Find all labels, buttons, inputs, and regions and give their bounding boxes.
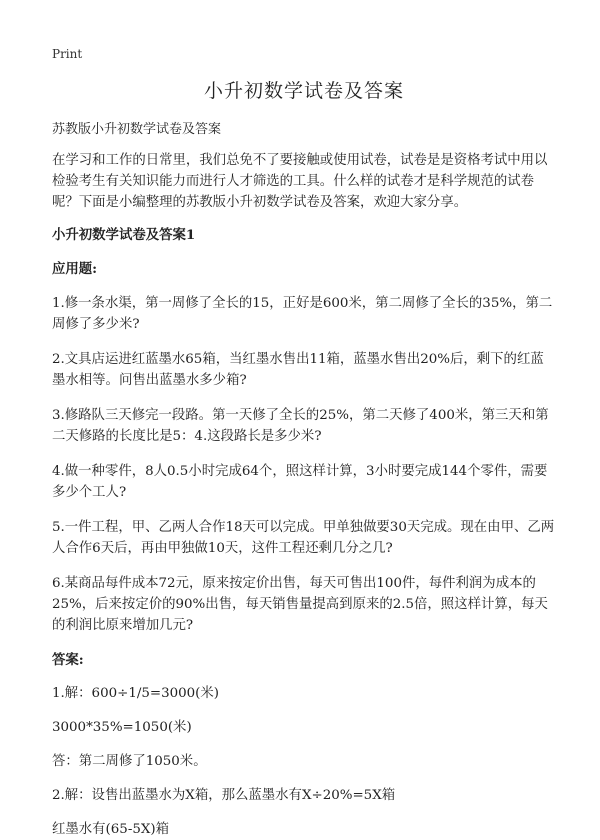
intro-paragraph: 在学习和工作的日常里，我们总免不了要接触或使用试卷，试卷是是资格考试中用以检验考生有关知识能力而进行人才筛选的工具。什么样的试卷才是科学规范的试卷呢？下面是小编整理的苏教版小升初数学试卷及答案，欢迎大家分享。 bbox=[52, 153, 548, 210]
questions-heading: 应用题: bbox=[52, 261, 98, 277]
question-item: 4.做一种零件，8人0.5小时完成64个，照这样计算，3小时要完成144个零件，需要多少个工人? bbox=[52, 464, 548, 500]
answer-line: 红墨水有(65-5X)箱 bbox=[52, 822, 170, 837]
answer-line: 2.解：设售出蓝墨水为X箱，那么蓝墨水有X÷20%=5X箱 bbox=[52, 788, 396, 803]
question-item: 2.文具店运进红蓝墨水65箱，当红墨水售出11箱，蓝墨水售出20%后，剩下的红蓝墨水相等。问售出蓝墨水多少箱? bbox=[52, 352, 544, 388]
section-heading: 小升初数学试卷及答案1 bbox=[52, 227, 196, 243]
answer-line: 3000*35%=1050(米) bbox=[52, 720, 192, 735]
answer-line: 答：第二周修了1050米。 bbox=[52, 754, 207, 769]
answer-line: 1.解：600÷1/5=3000(米) bbox=[52, 686, 220, 701]
question-item: 3.修路队三天修完一段路。第一天修了全长的25%，第二天修了400米，第三天和第二天修路的长度比是5：4.这段路长是多少米? bbox=[52, 408, 549, 444]
page-title: 小升初数学试卷及答案 bbox=[203, 80, 404, 102]
subtitle: 苏教版小升初数学试卷及答案 bbox=[52, 122, 222, 137]
print-label[interactable]: Print bbox=[52, 47, 83, 61]
question-item: 6.某商品每件成本72元，原来按定价出售，每天可售出100件，每件利润为成本的25%，后来按定价的90%出售，每天销售量提高到原来的2.5倍，照这样计算，每天的利润比原来增加几元? bbox=[52, 576, 548, 633]
answers-heading: 答案: bbox=[52, 652, 84, 668]
question-item: 5.一件工程，甲、乙两人合作18天可以完成。甲单独做要30天完成。现在由甲、乙两人合作6天后，再由甲独做10天，这件工程还剩几分之几? bbox=[52, 520, 555, 556]
question-item: 1.修一条水渠，第一周修了全长的15，正好是600米，第二周修了全长的35%，第二周修了多少米? bbox=[52, 296, 553, 332]
